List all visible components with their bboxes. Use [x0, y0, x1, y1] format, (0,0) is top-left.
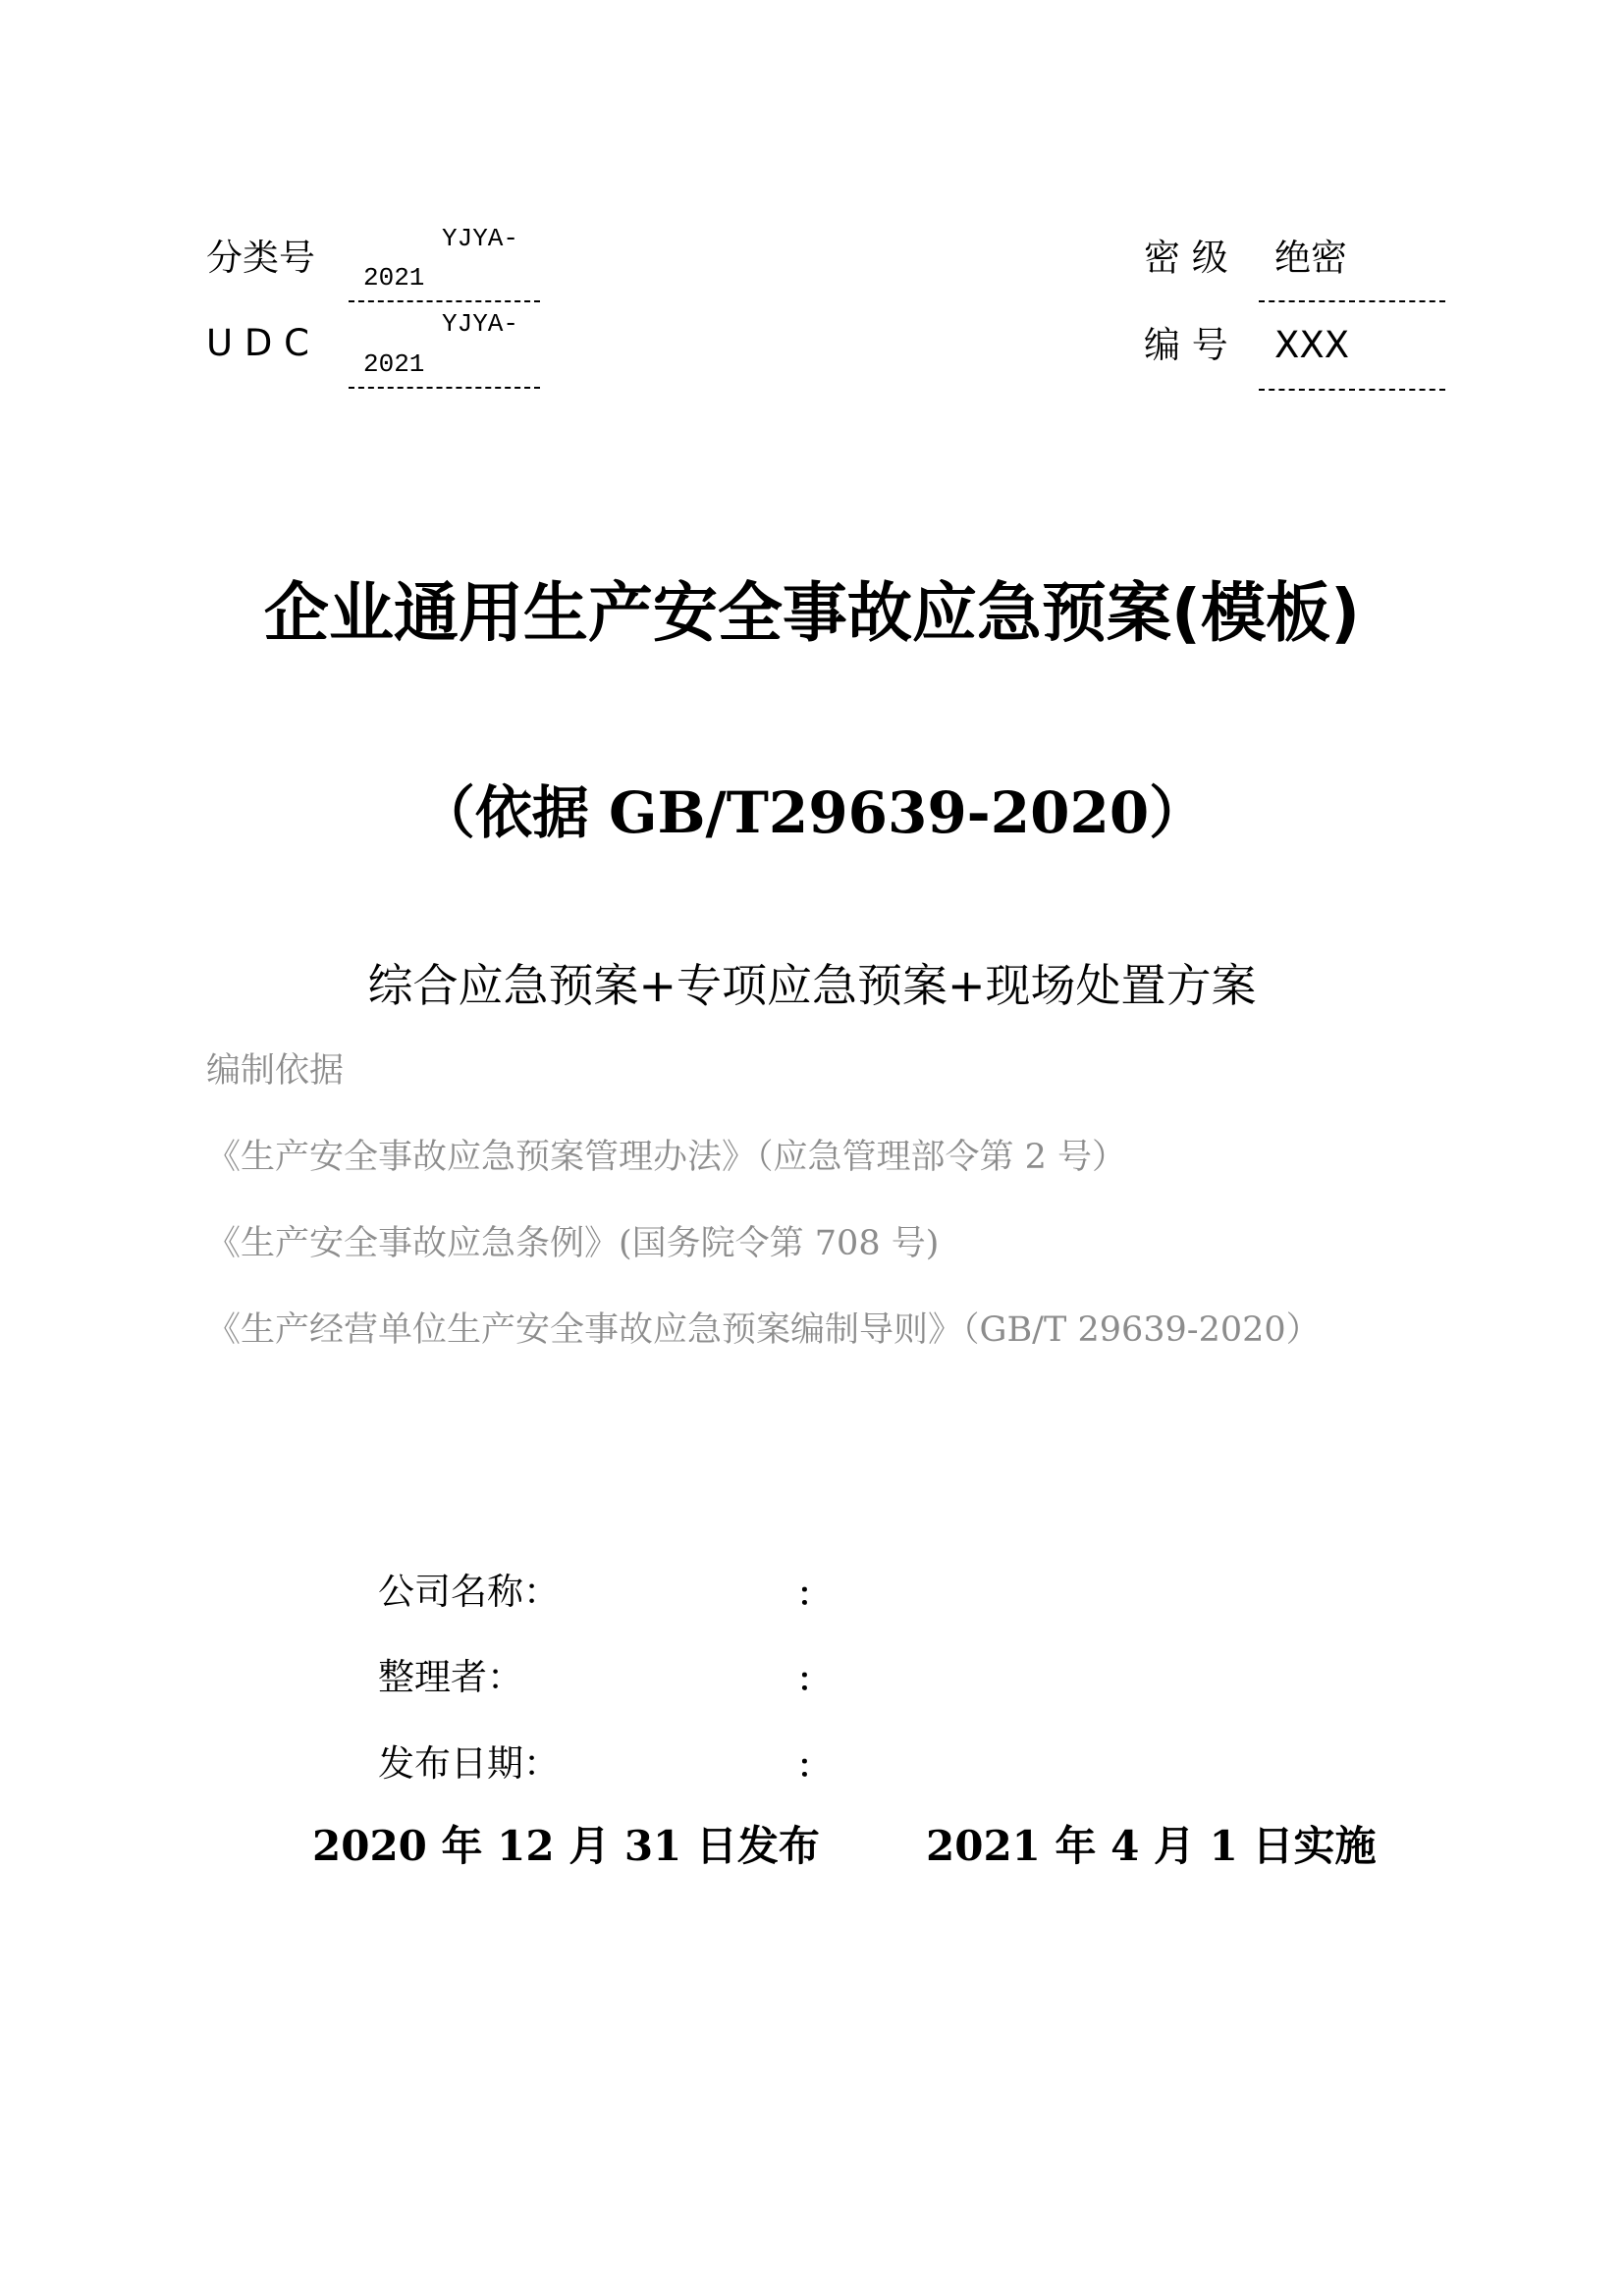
- number-label: 编 号: [1144, 324, 1228, 366]
- publish-date-colon: ：: [797, 1747, 830, 1785]
- basis-item-2: 《生产安全事故应急条例》(国务院令第 708 号): [206, 1224, 940, 1263]
- publish-date: 2020 年 12 月 31 日发布: [312, 1822, 820, 1870]
- basis-item-3: 《生产经营单位生产安全事故应急预案编制导则》（GB/T 29639-2020）: [206, 1310, 1321, 1350]
- secret-level-underline: [1259, 300, 1445, 302]
- basis-item-1: 《生产安全事故应急预案管理办法》（应急管理部令第 2 号）: [206, 1138, 1127, 1177]
- document-title: 企业通用生产安全事故应急预案(模板): [263, 575, 1361, 651]
- company-name-label: 公司名称：: [378, 1571, 560, 1613]
- compiler-label: 整理者：: [378, 1656, 523, 1698]
- compiler-colon: ：: [797, 1661, 830, 1698]
- number-value: XXX: [1274, 324, 1350, 366]
- classification-code-line2: 2021: [363, 263, 425, 293]
- basis-standard-subtitle: （依据 GB/T29639-2020）: [417, 779, 1207, 846]
- classification-underline: [349, 300, 540, 302]
- number-underline: [1259, 389, 1445, 391]
- udc-underline: [349, 387, 540, 389]
- classification-label: 分类号: [206, 237, 315, 279]
- classification-code-line1: YJYA-: [442, 224, 519, 253]
- udc-code-line2: 2021: [363, 349, 425, 379]
- udc-code-line1: YJYA-: [442, 309, 519, 339]
- udc-label: U D C: [206, 322, 309, 364]
- company-name-colon: ：: [797, 1575, 830, 1613]
- scheme-title: 综合应急预案+专项应急预案+现场处置方案: [367, 959, 1257, 1012]
- implement-date: 2021 年 4 月 1 日实施: [926, 1822, 1377, 1870]
- secret-level-value: 绝密: [1274, 237, 1347, 279]
- publish-date-label: 发布日期：: [378, 1742, 560, 1785]
- basis-heading: 编制依据: [206, 1051, 345, 1091]
- secret-level-label: 密 级: [1144, 237, 1228, 279]
